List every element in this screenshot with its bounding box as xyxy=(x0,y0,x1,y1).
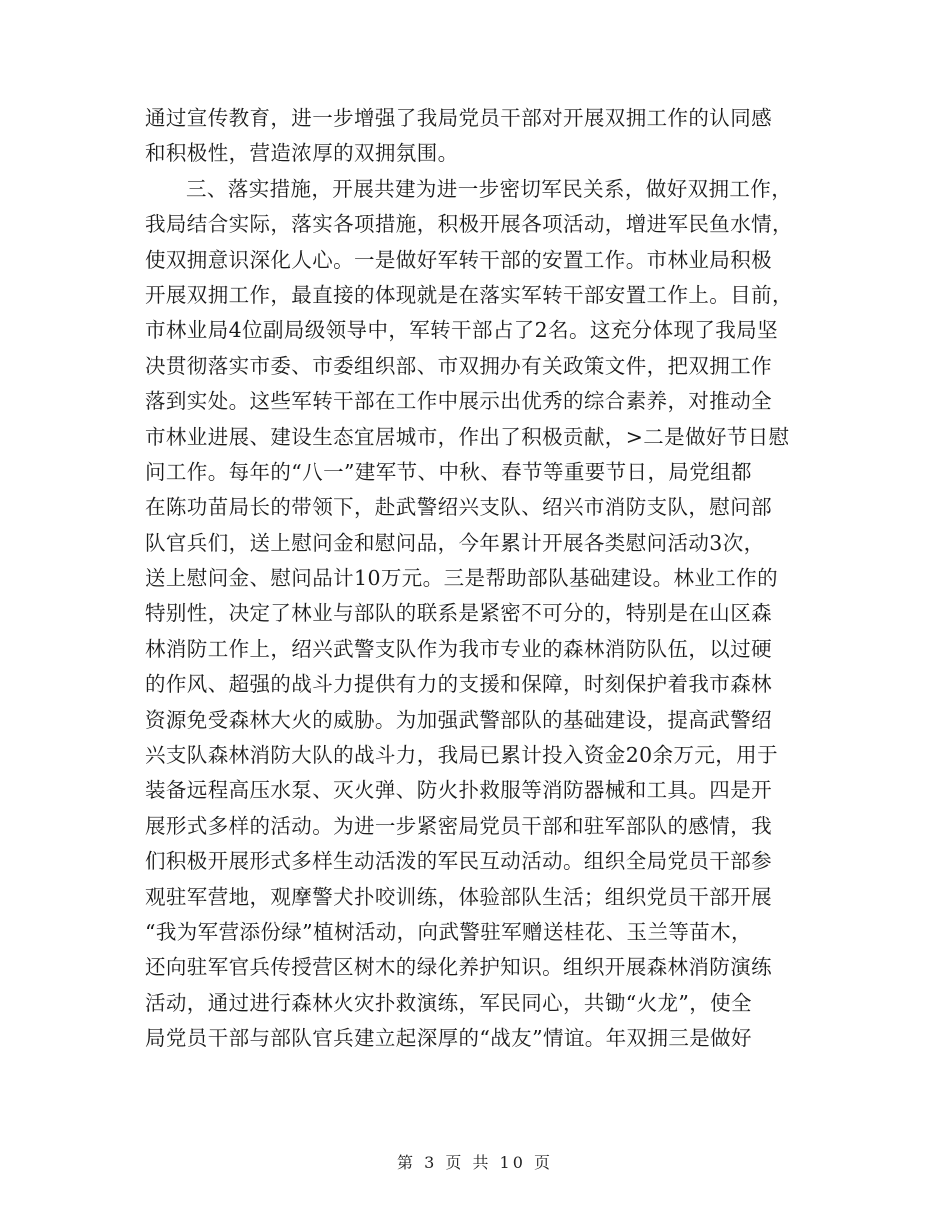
body-text xyxy=(145,101,805,1057)
text-line: 还向驻军官兵传授营区树木的绿化养护知识。组织开展森林消防演练 xyxy=(145,955,772,980)
text-line: 观驻军营地，观摩警犬扑咬训练，体验部队生活；组织党员干部开展 xyxy=(145,884,772,909)
page-number-footer: 第 3 页 共 10 页 xyxy=(397,1153,553,1172)
text-line: 展形式多样的活动。为进一步紧密局党员干部和驻军部队的感情，我 xyxy=(145,813,772,838)
text-line: 在陈功苗局长的带领下，赴武警绍兴支队、绍兴市消防支队，慰问部 xyxy=(145,495,772,520)
text-line: 资源免受森林大火的威胁。为加强武警部队的基础建设，提高武警绍 xyxy=(145,707,772,732)
text-line: 们积极开展形式多样生动活泼的军民互动活动。组织全局党员干部参 xyxy=(145,849,772,874)
text-line: 决贯彻落实市委、市委组织部、市双拥办有关政策文件，把双拥工作 xyxy=(145,353,772,378)
text-line: 使双拥意识深化人心。一是做好军转干部的安置工作。市林业局积极 xyxy=(145,247,772,272)
text-line: 送上慰问金、慰问品计10万元。三是帮助部队基础建设。林业工作的 xyxy=(145,566,778,591)
text-line: 活动，通过进行森林火灾扑救演练，军民同心，共锄“火龙”，使全 xyxy=(145,990,752,1015)
text-line: 问工作。每年的“八一”建军节、中秋、春节等重要节日，局党组都 xyxy=(145,459,752,484)
text-line: 兴支队森林消防大队的战斗力，我局已累计投入资金20余万元，用于 xyxy=(145,743,778,768)
text-line: 三、落实措施，开展共建为进一步密切军民关系，做好双拥工作， xyxy=(186,176,793,201)
text-line: “我为军营添份绿”植树活动，向武警驻军赠送桂花、玉兰等苗木， xyxy=(145,919,752,944)
text-line: 我局结合实际，落实各项措施，积极开展各项活动，增进军民鱼水情， xyxy=(145,212,793,237)
text-line: 市林业局4位副局级领导中，军转干部占了2名。这充分体现了我局坚 xyxy=(145,318,778,343)
text-line: 和积极性，营造浓厚的双拥氛围。 xyxy=(145,141,459,166)
text-line: 装备远程高压水泵、灭火弹、防火扑救服等消防器械和工具。四是开 xyxy=(145,778,772,803)
text-line: 市林业进展、建设生态宜居城市，作出了积极贡献，>二是做好节日慰 xyxy=(145,424,790,449)
text-line: 林消防工作上，绍兴武警支队作为我市专业的森林消防队伍，以过硬 xyxy=(145,636,772,661)
text-line: 局党员干部与部队官兵建立起深厚的“战友”情谊。年双拥三是做好 xyxy=(145,1026,752,1051)
text-line: 落到实处。这些军转干部在工作中展示出优秀的综合素养，对推动全 xyxy=(145,389,772,414)
text-line: 通过宣传教育，进一步增强了我局党员干部对开展双拥工作的认同感 xyxy=(145,106,772,130)
text-line: 的作风、超强的战斗力提供有力的支援和保障，时刻保护着我市森林 xyxy=(145,672,772,697)
text-line: 开展双拥工作，最直接的体现就是在落实军转干部安置工作上。目前， xyxy=(145,282,793,307)
text-line: 特别性，决定了林业与部队的联系是紧密不可分的，特别是在山区森 xyxy=(145,601,772,626)
text-line: 队官兵们，送上慰问金和慰问品，今年累计开展各类慰问活动3次， xyxy=(145,530,765,555)
